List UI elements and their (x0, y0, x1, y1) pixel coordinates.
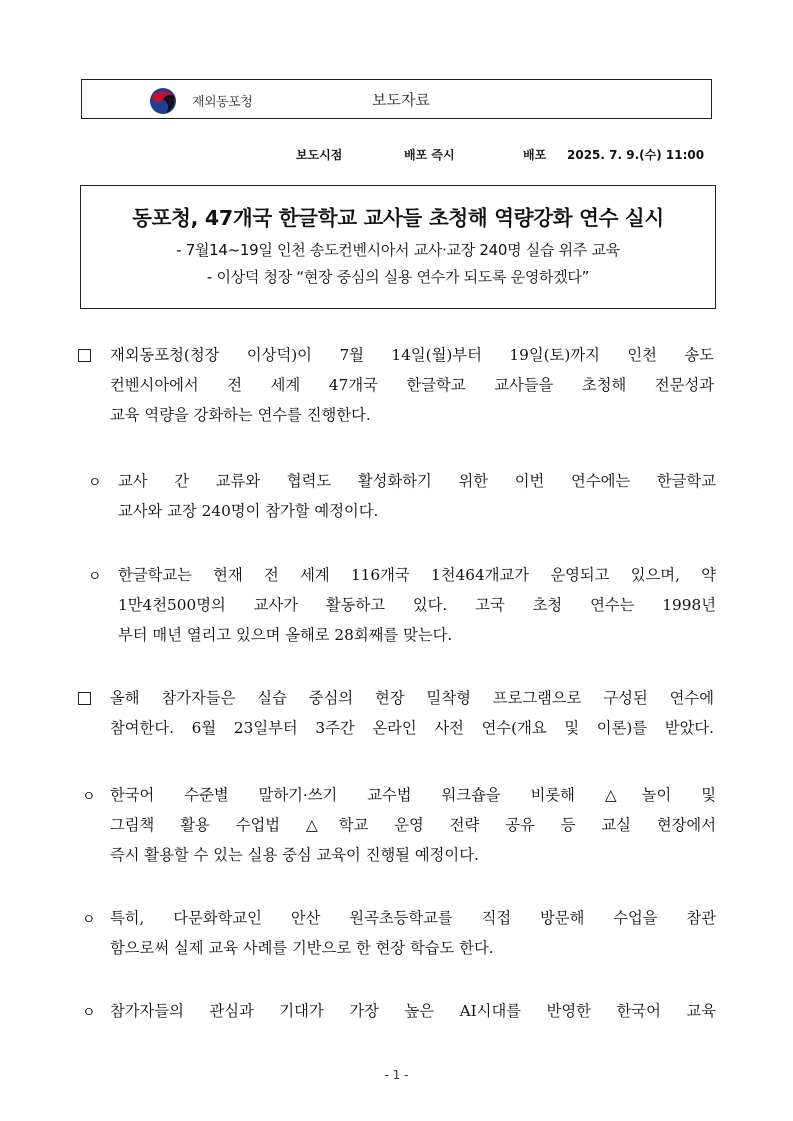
paragraph-line: 교사와 교장 240명이 참가할 예정이다. (118, 502, 379, 520)
paragraph-line: 부터 매년 열리고 있으며 올해로 28회째를 맞는다. (118, 626, 453, 644)
paragraph-5 (110, 780, 716, 870)
paragraph-3 (118, 560, 716, 650)
distribution-datetime: 2025. 7. 9.(수) 11:00 (567, 148, 705, 162)
header-box (81, 79, 712, 119)
distribution-label: 배포 (523, 148, 547, 162)
paragraph-line: 재외동포청(청장 이상덕)이 7월 14일(월)부터 19일(토)까지 인천 송도 (110, 346, 714, 364)
paragraph-line: 그림책 활용 수업법 △학교 운영 전략 공유 등 교실 현장에서 (110, 816, 716, 834)
paragraph-line: 참여한다. 6월 23일부터 3주간 온라인 사전 연수(개요 및 이론)를 받았다. (110, 719, 714, 737)
circle-bullet: ㅇ (88, 569, 102, 585)
release-value: 배포 즉시 (404, 148, 455, 162)
page-number: - 1 - (384, 1068, 409, 1082)
paragraph-line: 교사 간 교류와 협력도 활성화하기 위한 이번 연수에는 한글학교 (118, 472, 716, 490)
paragraph-4 (110, 683, 714, 743)
paragraph-line: 1만4천500명의 교사가 활동하고 있다. 고국 초청 연수는 1998년 (118, 596, 716, 614)
paragraph-line: 올해 참가자들은 실습 중심의 현장 밀착형 프로그램으로 구성된 연수에 (110, 689, 714, 707)
paragraph-7 (110, 996, 716, 1026)
square-bullet-icon (78, 349, 91, 362)
release-label: 보도시점 (296, 148, 343, 162)
paragraph-6 (110, 903, 716, 963)
release-info (0, 146, 793, 162)
doc-type-label: 보도자료 (372, 91, 430, 109)
paragraph-2 (118, 466, 716, 526)
paragraph-1 (110, 340, 714, 430)
headline-subtitle-2: - 이상덕 청장 “현장 중심의 실용 연수가 되도록 운영하겠다” (206, 268, 590, 286)
paragraph-line: 한글학교는 현재 전 세계 116개국 1천464개교가 운영되고 있으며, 약 (118, 566, 716, 584)
org-name: 재외동포청 (192, 95, 253, 110)
circle-bullet: ㅇ (82, 1005, 96, 1021)
paragraph-line: 컨벤시아에서 전 세계 47개국 한글학교 교사들을 초청해 전문성과 (110, 376, 714, 394)
paragraph-line: 한국어 수준별 말하기·쓰기 교수법 워크숍을 비롯해 △놀이 및 (110, 786, 716, 804)
paragraph-line: 특히, 다문화학교인 안산 원곡초등학교를 직접 방문해 수업을 참관 (110, 909, 716, 927)
circle-bullet: ㅇ (88, 475, 102, 491)
circle-bullet: ㅇ (82, 789, 96, 805)
paragraph-line: 함으로써 실제 교육 사례를 기반으로 한 현장 학습도 한다. (110, 939, 494, 957)
paragraph-line: 참가자들의 관심과 기대가 가장 높은 AI시대를 반영한 한국어 교육 (110, 1002, 716, 1020)
government-taeguk-logo-icon (148, 86, 178, 116)
paragraph-line: 교육 역량을 강화하는 연수를 진행한다. (110, 406, 371, 424)
headline-subtitle-1: - 7월14~19일 인천 송도컨벤시아서 교사·교장 240명 실습 위주 교육 (176, 241, 620, 259)
headline-box (80, 185, 716, 309)
headline-title: 동포청, 47개국 한글학교 교사들 초청해 역량강화 연수 실시 (132, 206, 664, 230)
circle-bullet: ㅇ (82, 912, 96, 928)
paragraph-line: 즉시 활용할 수 있는 실용 중심 교육이 진행될 예정이다. (110, 846, 479, 864)
square-bullet-icon (78, 692, 91, 705)
